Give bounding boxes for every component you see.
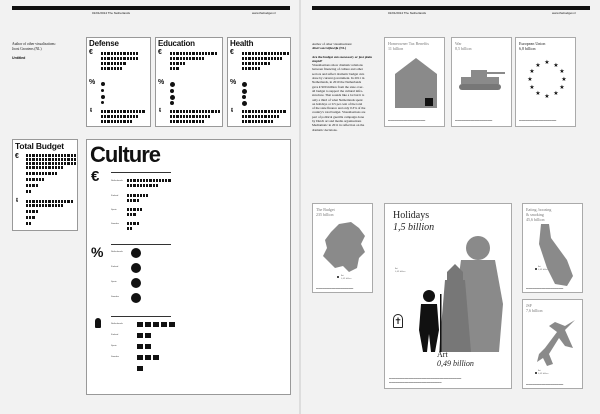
intro-text [312,42,376,132]
euro-symbol: € [158,49,162,56]
svg-text:★: ★ [553,90,559,97]
author-name: Joost Grootens (NL) [12,46,42,51]
poster-caption-line: ▬▬▬▬▬▬▬▬▬▬▬▬▬▬▬▬▬ [388,120,426,122]
poster-value: 1,5 billion [393,222,435,233]
body-line: between financing of culture and other [312,67,363,72]
running-head-url: www.thebudget.nl [252,11,276,15]
percent-dot [101,101,104,104]
icon-row [137,365,143,371]
poster-caption-line: ▬▬▬▬▬▬▬▬▬▬▬▬▬▬▬▬▬▬▬▬▬▬▬▬ [389,382,442,384]
art-value: 0,49 billion [538,269,549,271]
poster-value: 7,6 billion [526,308,543,313]
poster-title: European Union [519,41,546,46]
row-label: Netherlands [111,251,123,253]
body-line: part of political guerilla campaign done [312,114,365,119]
icon-row [137,332,151,338]
percent-dot [131,263,141,273]
poster-subtitle: & smoking [526,212,544,217]
poster-title: Holidays [393,210,430,221]
poster-homeowner [384,37,445,127]
row-label: Sweden [111,296,119,298]
intro-question: Are the budget cuts necessary or just plain stupid? [312,54,372,63]
section-rule [111,316,171,317]
poster-eu [515,37,576,127]
poster-caption-line: ▬▬▬▬▬▬▬▬▬▬▬▬▬▬▬▬▬ [526,384,564,386]
icon-row [170,52,217,55]
euro-symbol: € [230,49,234,56]
percent-symbol: % [158,79,165,86]
icon-row [127,179,171,182]
poster-value: 11 billion [388,46,404,51]
jet-fighter-icon [535,318,577,368]
body-line: of the state finance and only 0.3% of the [312,106,366,111]
svg-text:★: ★ [535,62,541,69]
panel-total-budget [12,139,78,231]
panel-defense [86,37,151,127]
running-head-url: www.thebudget.nl [552,11,576,15]
poster-caption-line: ▬▬▬▬▬▬▬▬▬▬▬▬▬▬▬▬▬ [526,288,564,290]
panel-title: Total Budget [15,141,64,151]
poster-title: The Budget [316,207,335,212]
icon-row [170,110,220,113]
people-symbol: ŧ [16,198,18,204]
svg-text:★: ★ [527,76,533,83]
untitled-label: Untitled [12,56,26,61]
top-rule [12,6,290,10]
icon-row [26,204,63,207]
row-label: Finland [111,195,119,197]
body-line: Visualisations show dramatic relations [312,63,363,68]
svg-text:★: ★ [544,93,550,100]
percent-dot [170,95,175,100]
percent-dot [242,95,246,99]
percent-dot [131,248,141,258]
icon-row [242,110,286,113]
icon-row [26,158,76,161]
art-label: Art [538,370,541,372]
icon-row [242,115,279,118]
art-amount: 0,49 billion [437,359,474,368]
icon-row [137,343,151,349]
percent-dot [242,89,247,94]
icon-row [26,162,76,165]
icon-row [242,62,270,65]
euro-symbol: € [91,168,100,185]
intro-text [12,42,56,61]
icon-row [170,62,185,65]
row-label: Sweden [111,223,119,225]
icon-row [242,52,289,55]
icon-row [242,57,282,60]
poster-title: War [455,41,462,46]
icon-row [26,216,35,219]
poster-eating [522,203,583,293]
icon-row [170,67,179,70]
icon-row [127,227,132,230]
body-line: by Dutch art and media organisations [312,119,362,124]
poster-caption-line: ▬▬▬▬▬▬▬▬▬▬▬▬▬▬▬▬▬ [519,120,557,122]
svg-text:★: ★ [535,90,541,97]
percent-dot [101,95,105,99]
poster-holidays [384,203,512,389]
svg-text:★: ★ [559,68,565,75]
percent-dot [131,278,141,288]
icon-row [26,184,38,187]
section-rule [111,172,171,173]
icon-row [127,194,148,197]
icon-row [127,222,139,225]
icon-row [170,120,204,123]
art-value: 0,49 billion [538,373,549,375]
icon-row [26,190,31,193]
art-dot [535,372,537,374]
icon-row [101,120,132,123]
icon-row [170,115,210,118]
percent-dot [170,82,175,87]
percent-dot [170,89,174,93]
row-label: Spain [111,209,117,211]
panel-title: Defense [89,39,119,48]
svg-text:★: ★ [553,62,559,69]
icon-row [242,120,273,123]
row-label: Finland [111,334,119,336]
body-line: sectors and reflect dramatic budget cuts [312,71,365,76]
tank-icon [457,68,507,92]
euro-symbol: € [89,49,93,56]
sinterklaas-figures-icon [403,234,508,352]
top-rule [312,6,590,10]
body-line: Mediamatic in 2011 in reflection on the [312,123,365,128]
running-head: 01/01/2014 The Netherlands [92,11,130,15]
poster-budget [312,203,373,293]
art-value: 0,49 billion [341,278,352,280]
icon-row [137,321,175,327]
poster-war [451,37,512,127]
poster-title: JSF [526,303,533,308]
icon-row [26,166,63,169]
svg-text:★: ★ [529,68,535,75]
people-symbol: ŧ [231,108,233,114]
percent-symbol: % [230,79,237,86]
svg-text:★: ★ [561,76,567,83]
svg-text:★: ★ [559,84,565,91]
percent-dot [131,293,141,303]
icon-row [101,57,138,60]
percent-dot [101,82,105,86]
bottle-icon [533,224,579,288]
panel-health [227,37,291,127]
icon-row [26,172,57,175]
eu-stars-icon [526,58,568,100]
art-title: Art [437,350,448,359]
icon-row [26,222,31,225]
poster-caption-line: ▬▬▬▬▬▬▬▬▬▬▬▬▬▬▬▬▬ [455,120,493,122]
art-label: Art [538,266,541,268]
author-label: Author of other visualisations: [312,42,353,46]
icon-row [127,199,139,202]
icon-row [127,208,142,211]
icon-row [170,57,204,60]
poster-value: 45,6 billion [526,217,545,222]
percent-dot [101,89,104,92]
icon-row [101,115,138,118]
svg-text:★: ★ [544,59,550,66]
people-symbol: ŧ [90,108,92,114]
poster-jsf [522,299,583,389]
icon-row [101,67,122,70]
icon-row [101,110,145,113]
body-line: Netherlands, in 2010 the Netherlands [312,80,362,85]
intro-body [312,63,376,132]
art-label: Art [395,268,398,270]
people-symbol: ŧ [159,108,161,114]
row-label: Spain [111,345,117,347]
percent-symbol: % [89,79,96,86]
icon-row [127,184,158,187]
row-label: Finland [111,266,119,268]
percent-dot [242,101,247,106]
panel-culture [86,139,291,395]
cross-icon: ✝ [394,316,402,326]
person-icon [95,318,101,328]
body-line: country's total budget. Visualisations are [312,110,366,115]
icon-row [242,67,260,70]
icon-row [101,52,138,55]
icon-row [137,354,159,360]
icon-row [26,210,38,213]
body-line: all budget to support the cultural infra- [312,88,364,93]
icon-row [26,200,73,203]
body-line: dramatic decisions. [312,127,338,132]
percent-symbol: % [91,244,104,260]
author-label: Author of other visualisations: [12,42,56,46]
percent-dot [170,101,174,105]
panel-education [155,37,223,127]
poster-title: Eating, boozing [526,207,552,212]
body-line: gave € 900 million from the state over- [312,84,364,89]
panel-title: Culture [90,142,160,167]
section-rule [111,244,171,245]
icon-row [26,178,44,181]
poster-caption-line: ▬▬▬▬▬▬▬▬▬▬▬▬▬▬▬▬▬ [316,288,354,290]
art-label: Art [341,275,344,277]
icon-row [26,154,76,157]
body-line: structure. That sounds like a lot but it is [312,93,365,98]
panel-title: Education [158,39,195,48]
svg-text:★: ★ [529,84,535,91]
row-label: Sweden [111,356,119,358]
row-label: Netherlands [111,323,123,325]
art-dot [535,268,537,270]
poster-caption-line: ▬▬▬▬▬▬▬▬▬▬▬▬▬▬▬▬▬▬▬▬▬▬▬▬▬▬▬▬▬▬▬▬▬ [389,378,462,380]
panel-title: Health [230,39,254,48]
poster-value: 235 billion [316,212,334,217]
netherlands-map-icon [321,222,367,272]
house-icon [395,58,437,108]
running-head: 01/01/2014 The Netherlands [388,11,426,15]
page-gutter [299,0,301,414]
icon-row [127,213,136,216]
poster-value: 6,8 billion [519,46,536,51]
poster-value: 8,5 billion [455,46,472,51]
art-dot [337,276,339,278]
art-value: 0,49 billion [395,271,406,273]
author-name: Abel van Gijlswijk (NL) [312,46,346,51]
percent-dot [242,82,247,87]
euro-symbol: € [15,153,19,160]
row-label: Spain [111,281,117,283]
body-line: only a third of what Netherlands spent [312,97,363,102]
row-label: Netherlands [111,180,123,182]
poster-title: Homeowner Tax Benefits [388,41,429,46]
body-line: done by current government. In 2011 in [312,76,365,81]
icon-row [101,62,126,65]
body-line: on holidays or 0.5 per cent of the total [312,101,363,106]
